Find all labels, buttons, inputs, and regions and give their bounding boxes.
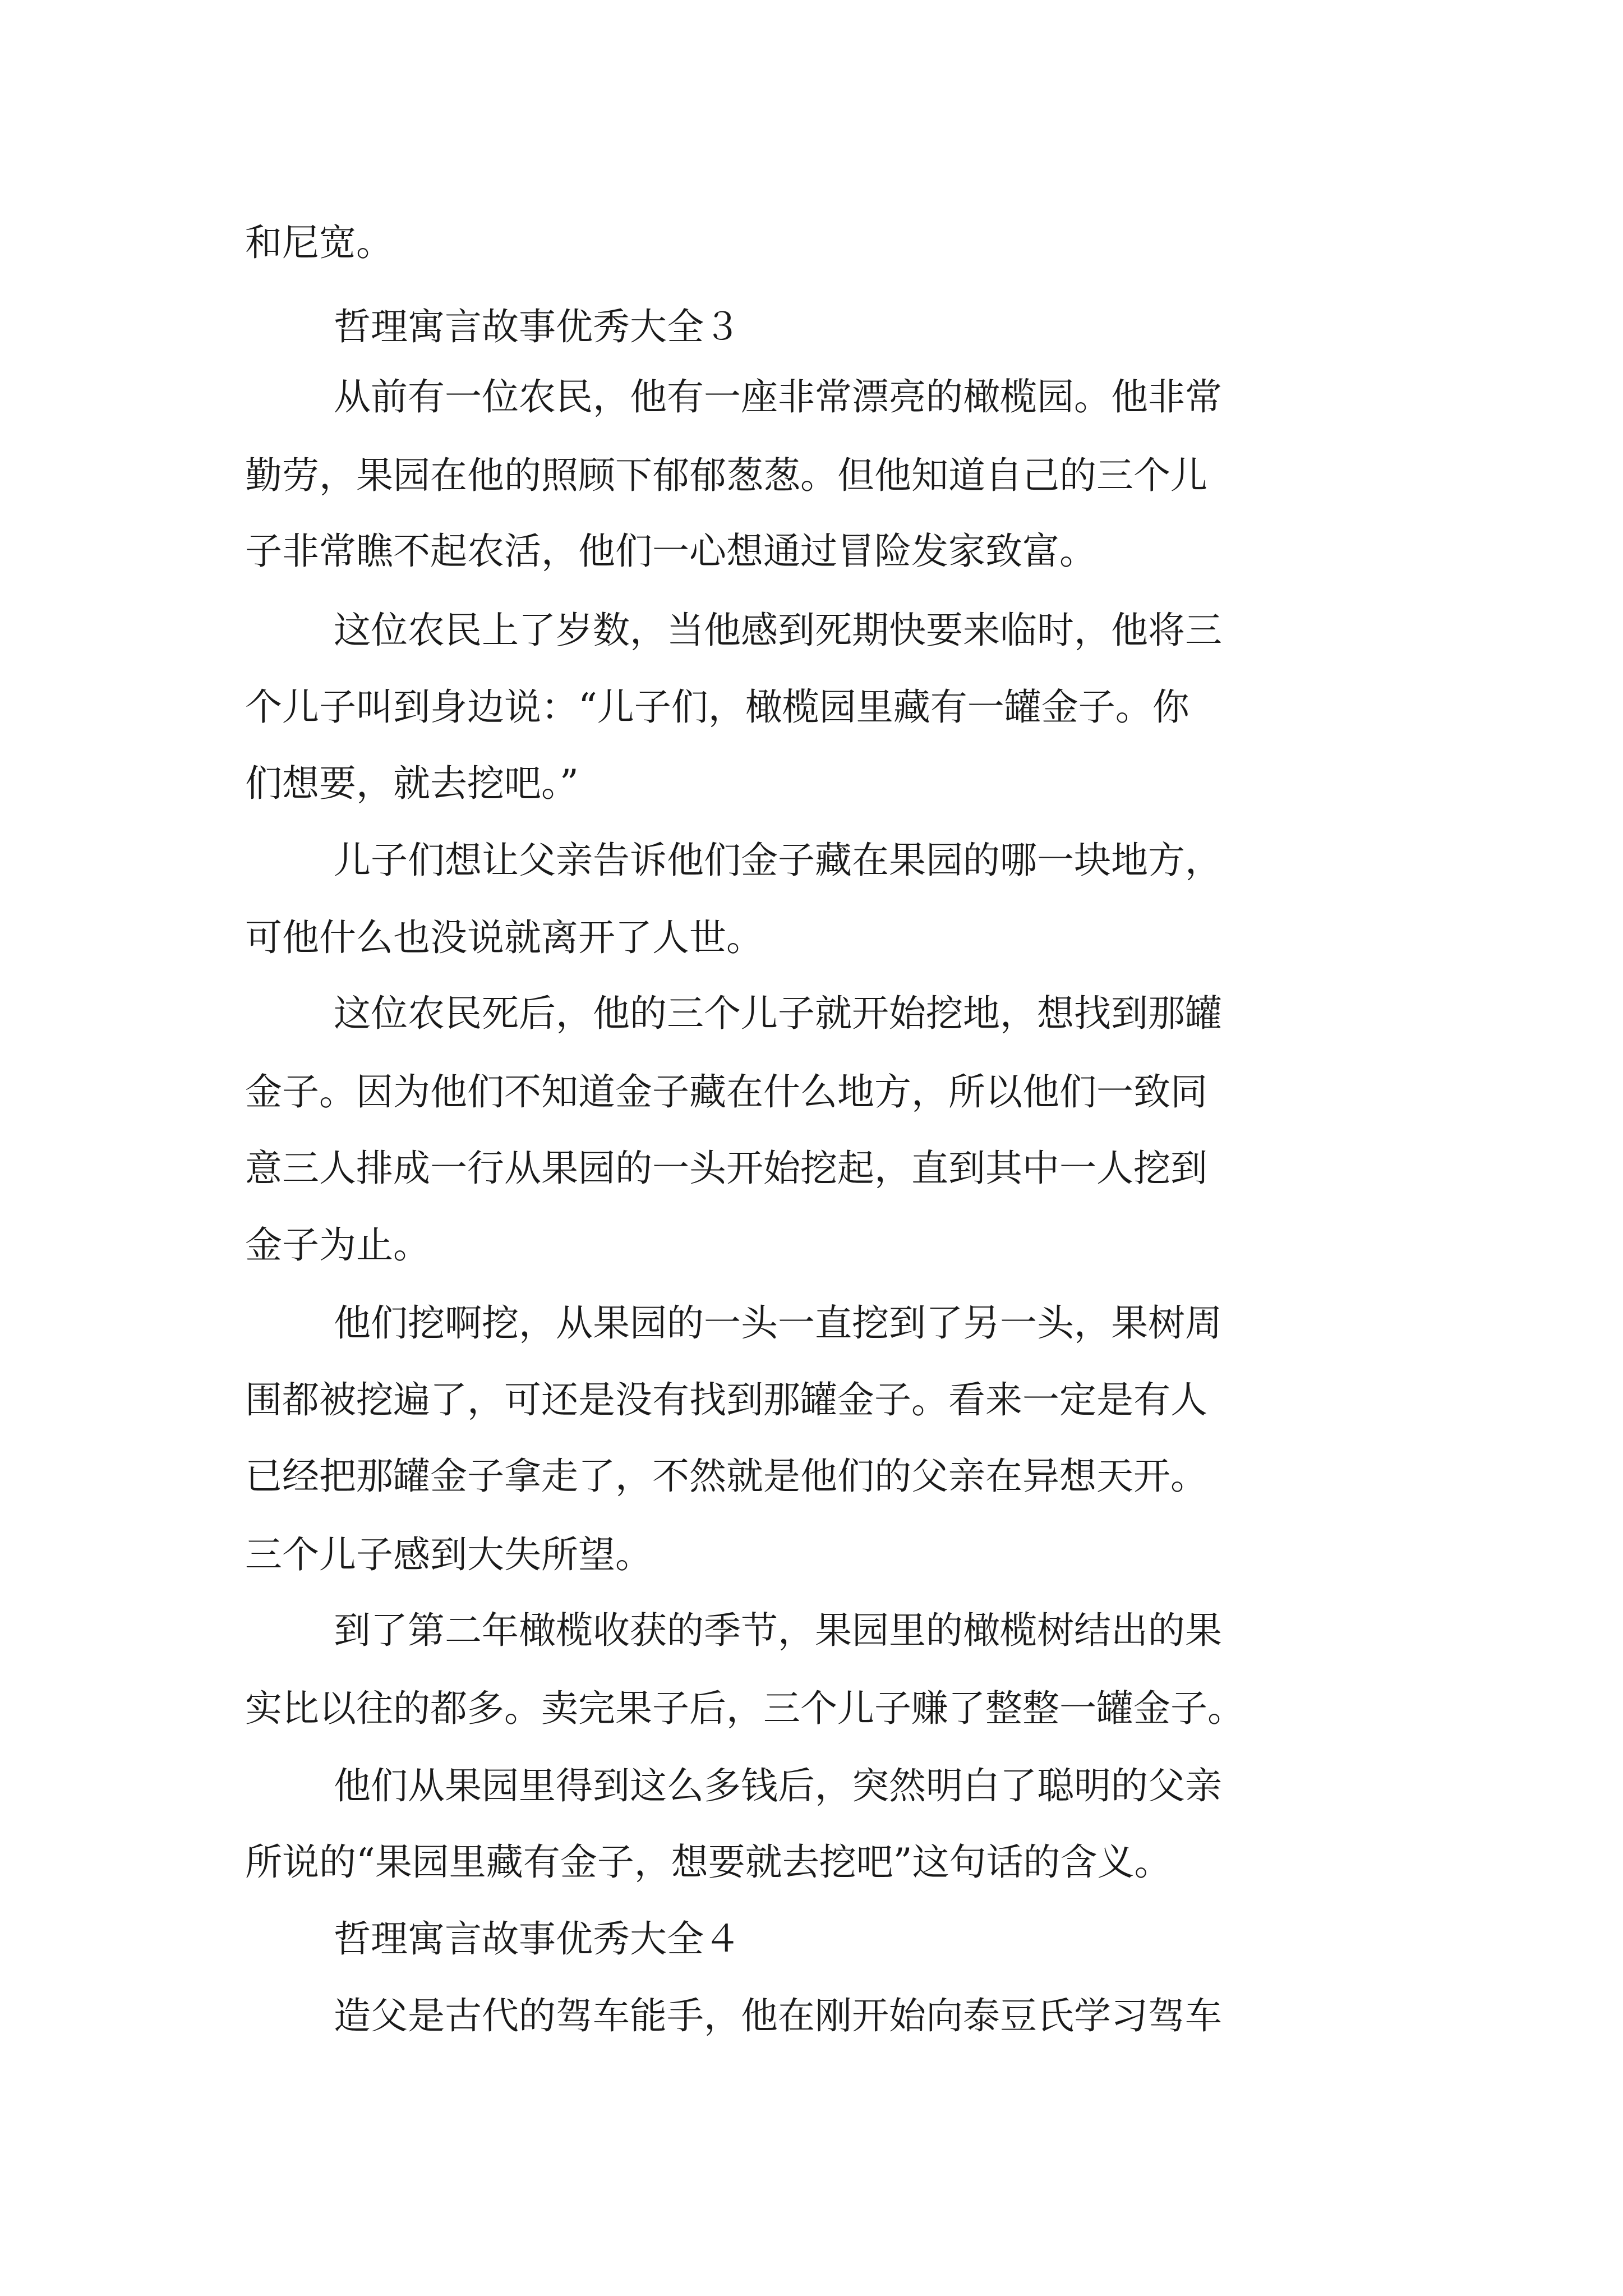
paragraph-line: 所说的“果园里藏有金子，想要就去挖吧”这句话的含义。 — [245, 1841, 1172, 1884]
paragraph-line: 和尼宽。 — [245, 221, 393, 264]
paragraph-line: 围都被挖遍了，可还是没有找到那罐金子。看来一定是有人 — [245, 1378, 1207, 1421]
paragraph-line: 已经把那罐金子拿走了，不然就是他们的父亲在异想天开。 — [245, 1455, 1207, 1498]
paragraph-line: 造父是古代的驾车能手，他在刚开始向泰豆氏学习驾车 — [334, 1994, 1222, 2037]
paragraph-line: 个儿子叫到身边说：“儿子们，橄榄园里藏有一罐金子。你 — [245, 685, 1189, 729]
paragraph-line: 可他什么也没说就离开了人世。 — [245, 916, 763, 959]
paragraph-line: 他们挖啊挖，从果园的一头一直挖到了另一头，果树周 — [334, 1301, 1222, 1345]
paragraph-line: 到了第二年橄榄收获的季节，果园里的橄榄树结出的果 — [334, 1609, 1222, 1652]
paragraph-line: 他们从果园里得到这么多钱后，突然明白了聪明的父亲 — [334, 1764, 1222, 1807]
paragraph-line: 金子。因为他们不知道金子藏在什么地方，所以他们一致同 — [245, 1070, 1207, 1114]
section-heading: 哲理寓言故事优秀大全４ — [334, 1917, 741, 1961]
paragraph-line: 这位农民死后，他的三个儿子就开始挖地，想找到那罐 — [334, 992, 1222, 1035]
paragraph-line: 儿子们想让父亲告诉他们金子藏在果园的哪一块地方， — [334, 839, 1222, 882]
paragraph-line: 子非常瞧不起农活，他们一心想通过冒险发家致富。 — [245, 530, 1096, 573]
paragraph-line: 三个儿子感到大失所望。 — [245, 1533, 652, 1576]
paragraph-line: 金子为止。 — [245, 1223, 430, 1267]
paragraph-line: 从前有一位农民，他有一座非常漂亮的橄榄园。他非常 — [334, 375, 1222, 418]
paragraph-line: 勤劳，果园在他的照顾下郁郁葱葱。但他知道自己的三个儿 — [245, 454, 1207, 497]
section-heading: 哲理寓言故事优秀大全３ — [334, 305, 741, 348]
paragraph-line: 这位农民上了岁数，当他感到死期快要来临时，他将三 — [334, 609, 1222, 652]
paragraph-line: 意三人排成一行从果园的一头开始挖起，直到其中一人挖到 — [245, 1147, 1207, 1190]
paragraph-line: 实比以往的都多。卖完果子后，三个儿子赚了整整一罐金子。 — [245, 1687, 1244, 1730]
paragraph-line: 们想要，就去挖吧。” — [245, 762, 579, 805]
